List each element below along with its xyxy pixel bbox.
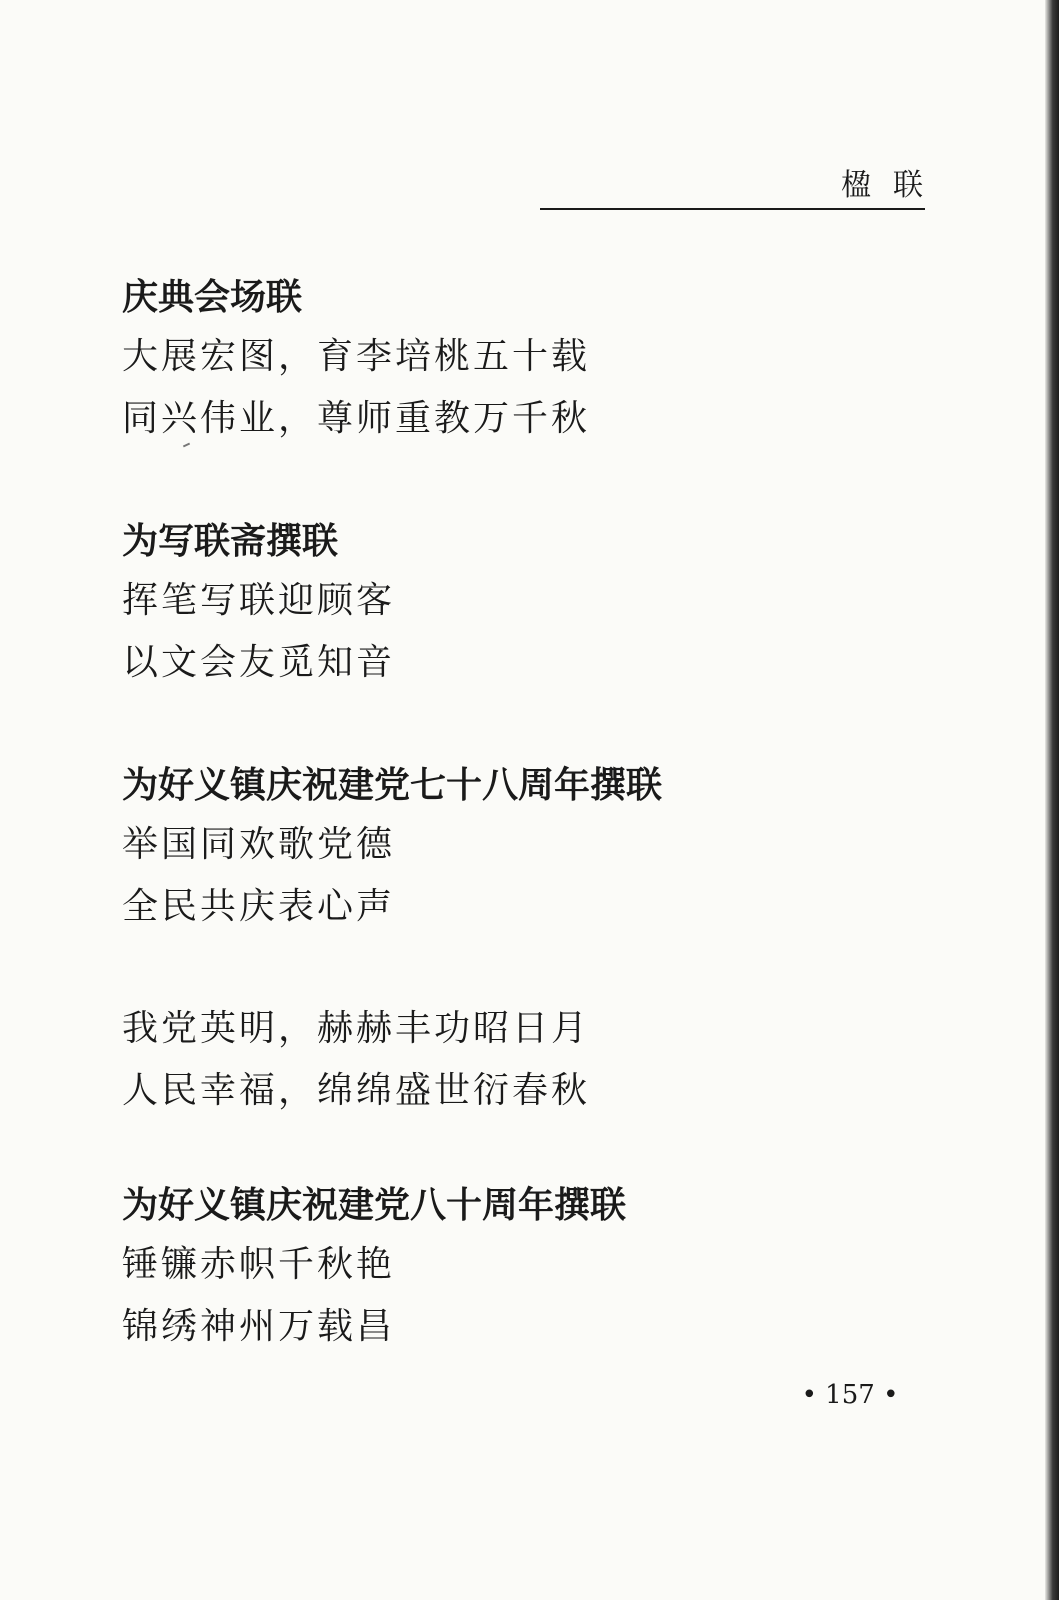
couplet-line-lower: 全民共庆表心声 — [122, 886, 396, 927]
couplet-title: 为好义镇庆祝建党七十八周年撰联 — [122, 765, 663, 806]
couplet-section — [122, 758, 942, 938]
running-header-title: 楹联 — [841, 168, 945, 203]
couplet-section — [122, 270, 942, 450]
couplet-line-lower: 同兴伟业，尊师重教万千秋 — [122, 398, 591, 439]
couplet-title: 庆典会场联 — [122, 277, 303, 318]
couplet-line-upper: 我党英明，赫赫丰功昭日月 — [122, 1008, 591, 1049]
couplet-line-upper: 大展宏图，育李培桃五十载 — [122, 336, 591, 377]
couplet-line-upper: 举国同欢歌党德 — [122, 824, 396, 865]
couplet-line-lower: 以文会友觅知音 — [122, 642, 396, 683]
couplet-title: 为写联斋撰联 — [122, 521, 339, 562]
couplet-line-lower: 锦绣神州万载昌 — [122, 1306, 396, 1347]
couplet-section — [122, 1178, 942, 1358]
couplet-section — [122, 998, 942, 1122]
couplet-list — [122, 270, 942, 1358]
page-number: • 157 • — [801, 1380, 899, 1410]
couplet-title: 为好义镇庆祝建党八十周年撰联 — [122, 1185, 627, 1226]
couplet-section — [122, 514, 942, 694]
couplet-line-upper: 锤镰赤帜千秋艳 — [122, 1244, 396, 1285]
couplet-line-lower: 人民幸福，绵绵盛世衍春秋 — [122, 1070, 591, 1111]
running-header — [540, 168, 945, 210]
couplet-line-upper: 挥笔写联迎顾客 — [122, 580, 396, 621]
scan-edge-shadow — [1045, 0, 1059, 1600]
